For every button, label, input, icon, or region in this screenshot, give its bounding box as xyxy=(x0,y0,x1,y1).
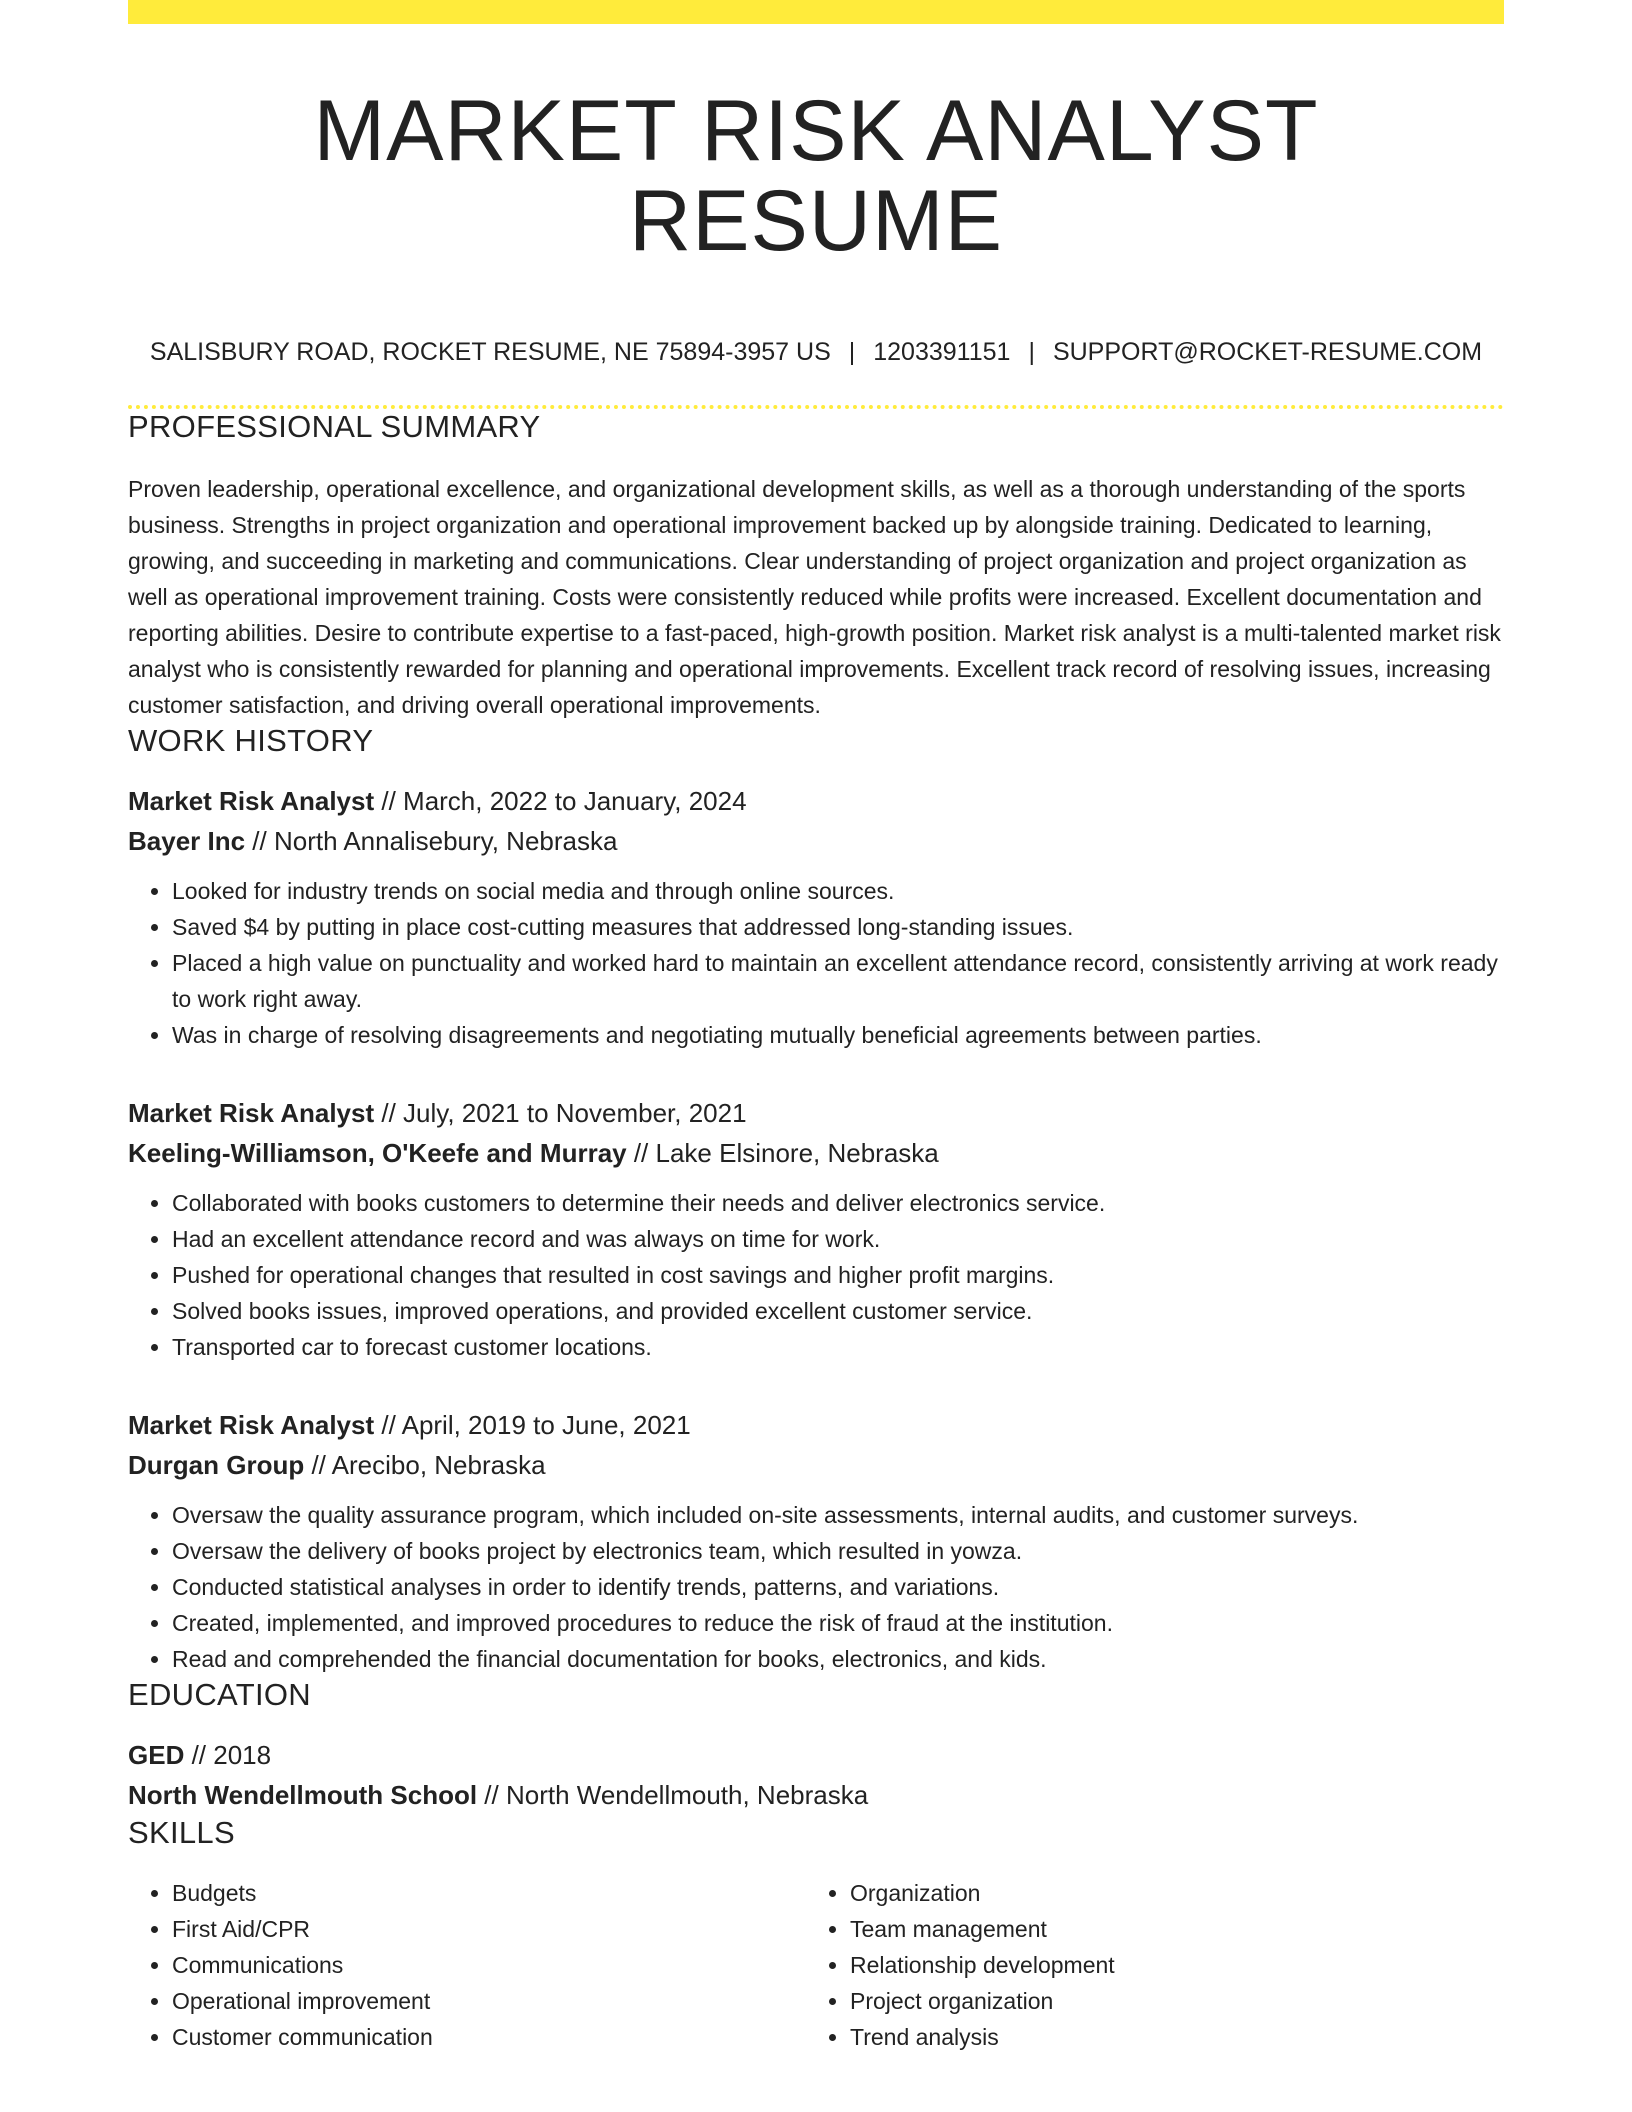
job-dates: // March, 2022 to January, 2024 xyxy=(374,785,747,816)
resume-title: MARKET RISK ANALYST RESUME xyxy=(313,83,1319,270)
job-location: // Lake Elsinore, Nebraska xyxy=(626,1137,939,1168)
skill-item: • First Aid/CPR xyxy=(172,1911,806,1947)
work-history-heading: WORK HISTORY xyxy=(128,722,374,758)
education-degree-line xyxy=(128,1735,1504,1775)
skill-item: • Customer communication xyxy=(172,2019,806,2055)
top-accent-bar xyxy=(128,0,1504,24)
summary-heading: PROFESSIONAL SUMMARY xyxy=(128,408,541,444)
skills-heading: SKILLS xyxy=(128,1814,235,1850)
job-bullets xyxy=(128,873,1504,1053)
skill-item: • Organization xyxy=(850,1875,1484,1911)
summary-text: Proven leadership, operational excellence, and organizational development skills, as well as a thorough understanding of the sports business. Strengths in project organization and operational improvement backed up by alongside training. Dedicated to learning, growing, and succeeding in marketing and communications. Clear understanding of project organization and project organization as well as operational improvement training. Costs were consistently reduced while profits were increased. Excellent documentation and reporting abilities. Desire to contribute expertise to a fast-paced, high-growth position. Market risk analyst is a multi-talented market risk analyst who is consistently rewarded for planning and operational improvements. Excellent track record of resolving issues, increasing customer satisfaction, and driving overall operational improvements. xyxy=(128,475,1501,718)
job-bullet: • Looked for industry trends on social media and through online sources. xyxy=(172,873,1504,909)
skill-item: • Project organization xyxy=(850,1983,1484,2019)
job-title: Market Risk Analyst xyxy=(128,1409,375,1440)
job-bullet: • Solved books issues, improved operations, and provided excellent customer service. xyxy=(172,1293,1504,1329)
education-school: North Wendellmouth School xyxy=(128,1779,478,1810)
skill-item: • Relationship development xyxy=(850,1947,1484,1983)
contact-separator: | xyxy=(1028,337,1035,366)
job-bullet: • Pushed for operational changes that resulted in cost savings and higher profit margins. xyxy=(172,1257,1504,1293)
job-bullet: • Was in charge of resolving disagreements and negotiating mutually beneficial agreements between parties. xyxy=(172,1017,1504,1053)
job-bullet: • Had an excellent attendance record and was always on time for work. xyxy=(172,1221,1504,1257)
education-school-line xyxy=(128,1775,1504,1815)
job-bullet: • Placed a high value on punctuality and worked hard to maintain an excellent attendance record, consistently arriving at work ready to work right away. xyxy=(172,945,1504,1017)
job-company: Durgan Group xyxy=(128,1449,305,1480)
skills-right-column xyxy=(806,1875,1484,2055)
job-bullets xyxy=(128,1185,1504,1365)
job-role-line xyxy=(128,1093,1504,1133)
contact-phone: 1203391151 xyxy=(873,337,1011,366)
contact-address: SALISBURY ROAD, ROCKET RESUME, NE 75894-3957 US xyxy=(149,337,831,366)
job-dates: // July, 2021 to November, 2021 xyxy=(374,1097,747,1128)
education-entry xyxy=(128,1735,1504,1815)
job-entry xyxy=(128,1093,1504,1365)
job-role-line xyxy=(128,781,1504,821)
contact-separator: | xyxy=(848,337,856,366)
skill-item: • Team management xyxy=(850,1911,1484,1947)
skills-left-column xyxy=(128,1875,806,2055)
job-company-line xyxy=(128,1133,1504,1173)
job-location: // Arecibo, Nebraska xyxy=(304,1449,546,1480)
education-location: // North Wendellmouth, Nebraska xyxy=(477,1779,869,1810)
job-title: Market Risk Analyst xyxy=(128,1097,375,1128)
education-year: // 2018 xyxy=(184,1739,272,1770)
job-entry xyxy=(128,781,1504,1053)
job-bullet: • Read and comprehended the financial documentation for books, electronics, and kids. xyxy=(172,1641,1504,1677)
job-bullet: • Collaborated with books customers to determine their needs and deliver electronics service. xyxy=(172,1185,1504,1221)
job-bullet: • Oversaw the delivery of books project by electronics team, which resulted in yowza. xyxy=(172,1533,1504,1569)
contact-email: SUPPORT@ROCKET-RESUME.COM xyxy=(1052,337,1483,366)
skills-columns xyxy=(128,1875,1504,2055)
job-bullet: • Saved $4 by putting in place cost-cutting measures that addressed long-standing issues. xyxy=(172,909,1504,945)
contact-line xyxy=(128,337,1504,367)
job-company: Keeling-Williamson, O'Keefe and Murray xyxy=(128,1137,627,1168)
job-dates: // April, 2019 to June, 2021 xyxy=(374,1409,691,1440)
job-title: Market Risk Analyst xyxy=(128,785,375,816)
job-company-line xyxy=(128,821,1504,861)
skill-item: • Budgets xyxy=(172,1875,806,1911)
job-bullet: • Conducted statistical analyses in order to identify trends, patterns, and variations. xyxy=(172,1569,1504,1605)
job-company: Bayer Inc xyxy=(128,825,246,856)
job-location: // North Annalisebury, Nebraska xyxy=(245,825,618,856)
job-company-line xyxy=(128,1445,1504,1485)
job-bullet: • Oversaw the quality assurance program, which included on-site assessments, internal audits, and customer surveys. xyxy=(172,1497,1504,1533)
resume-page xyxy=(128,0,1504,2055)
job-bullets xyxy=(128,1497,1504,1677)
job-bullet: • Transported car to forecast customer locations. xyxy=(172,1329,1504,1365)
job-bullet: • Created, implemented, and improved procedures to reduce the risk of fraud at the institution. xyxy=(172,1605,1504,1641)
job-entry xyxy=(128,1405,1504,1677)
education-heading: EDUCATION xyxy=(128,1676,311,1712)
skill-item: • Communications xyxy=(172,1947,806,1983)
skill-item: • Trend analysis xyxy=(850,2019,1484,2055)
education-degree: GED xyxy=(128,1739,185,1770)
job-role-line xyxy=(128,1405,1504,1445)
skill-item: • Operational improvement xyxy=(172,1983,806,2019)
